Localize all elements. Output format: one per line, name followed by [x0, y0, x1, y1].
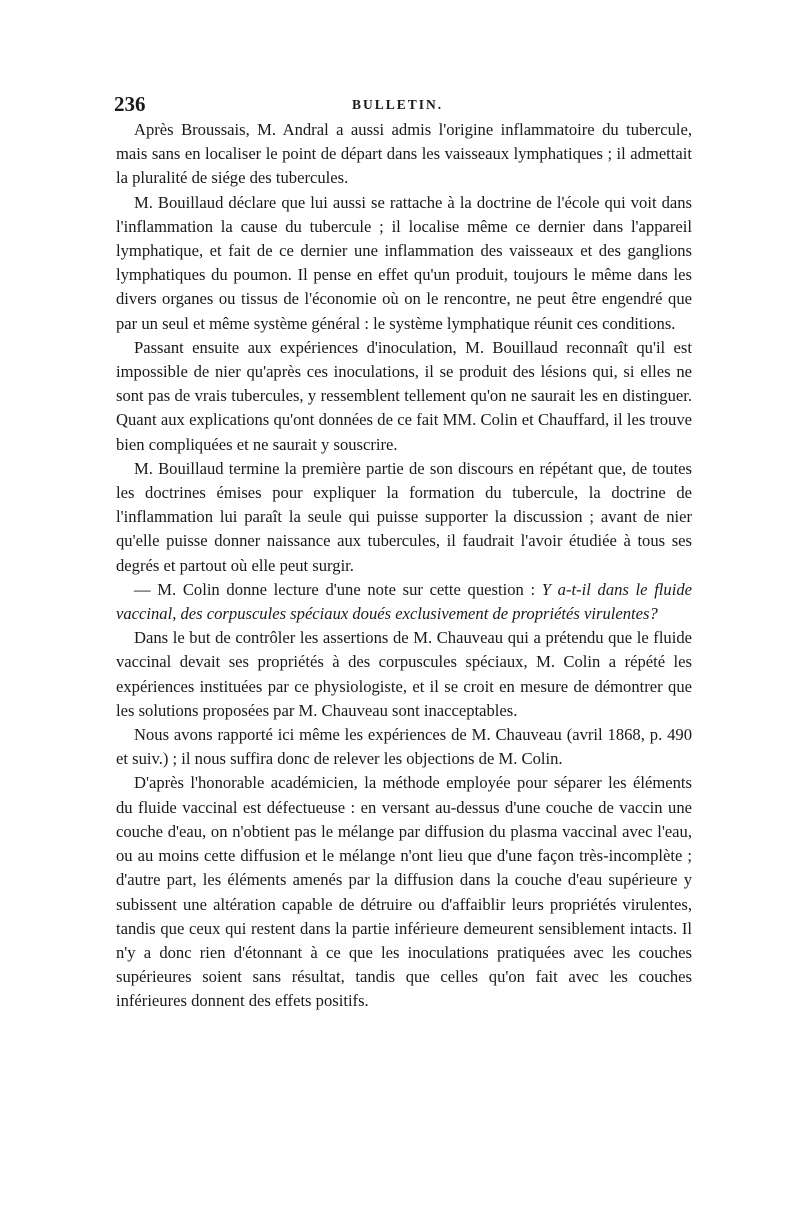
page-header [116, 92, 692, 120]
paragraph-method-critique: D'après l'honorable académicien, la méthode employée pour séparer les éléments du fluide vaccinal est défectueuse : en versant au-dessus d'une couche de vaccin une couche d'eau, on n'obtient pas le mélange par diffusion du plasma vaccinal avec l'eau, ou au moins cette diffusion et le mélange n'ont lieu que d'une façon très-incomplète ; d'autre part, les éléments amenés par la diffusion dans la couche d'eau supérieure y subissent une altération capable de détruire ou d'affaiblir leurs propriétés virulentes, tandis que ceux qui restent dans la partie inférieure demeurent sensiblement intacts. Il n'y a donc rien d'étonnant à ce que les inoculations pratiquées avec les couches supérieures soient sans résultat, tandis que celles qu'on fait avec les couches inférieures donnent des effets positifs. [116, 773, 692, 1011]
paragraph-colin-note [116, 578, 692, 626]
page-number: 236 [114, 92, 146, 116]
colin-note-question: Y a-t-il dans le fluide vaccinal, des corpuscules spéciaux doués exclusivement de propriétés virulentes? [116, 579, 692, 624]
paragraph-bouillaud-doctrine: M. Bouillaud déclare que lui aussi se rattache à la doctrine de l'école qui voit dans l'inflammation la cause du tubercule ; il localise même ce dernier dans l'appareil lymphatique, et fait de ce dernier une inflammation des vaisseaux et des ganglions lymphatiques du poumon. Il pense en effet qu'un produit, toujours le même dans les divers organes ou tissus de l'économie où on le rencontre, ne peut être engendré que par un seul et même système général : le système lymphatique réunit ces conditions. [116, 192, 692, 333]
paragraph-bouillaud-conclusion: M. Bouillaud termine la première partie de son discours en répétant que, de toutes les doctrines émises pour expliquer la formation du tubercule, la doctrine de l'inflammation lui paraît la seule qui puisse supporter la discussion ; avant de nier qu'elle puisse donner naissance aux tubercules, il faudrait l'avoir étudiée à tous ses degrés et partout où elle peut surgir. [116, 458, 692, 575]
paragraph-andral: Après Broussais, M. Andral a aussi admis l'origine inflammatoire du tubercule, mais sans en localiser le point de départ dans les vaisseaux lymphatiques ; il admettait la pluralité de siége des tubercules. [116, 120, 692, 188]
paragraph-chauveau-assertions: Dans le but de contrôler les assertions de M. Chauveau qui a prétendu que le fluide vaccinal devait ses propriétés à des corpuscules spéciaux, M. Colin a répété les expériences instituées par ce physiologiste, et il se croit en mesure de démontrer que les solutions proposées par M. Chauveau sont inacceptables. [116, 628, 692, 720]
running-title: BULLETIN. [352, 97, 444, 112]
paragraph-reference: Nous avons rapporté ici même les expériences de M. Chauveau (avril 1868, p. 490 et suiv.) ; il nous suffira donc de relever les objections de M. Colin. [116, 725, 692, 769]
article-body [116, 118, 692, 1014]
colin-note-lead: — M. Colin donne lecture d'une note sur cette question : [134, 579, 542, 599]
paragraph-inoculation: Passant ensuite aux expériences d'inoculation, M. Bouillaud reconnaît qu'il est impossible de nier qu'après ces inoculations, il se produit des lésions qui, si elles ne sont pas de vrais tubercules, y ressemblent tellement qu'on ne saurait les en distinguer. Quant aux explications qu'ont données de ce fait MM. Colin et Chauffard, il les trouve bien compliquées et ne saurait y souscrire. [116, 337, 692, 454]
